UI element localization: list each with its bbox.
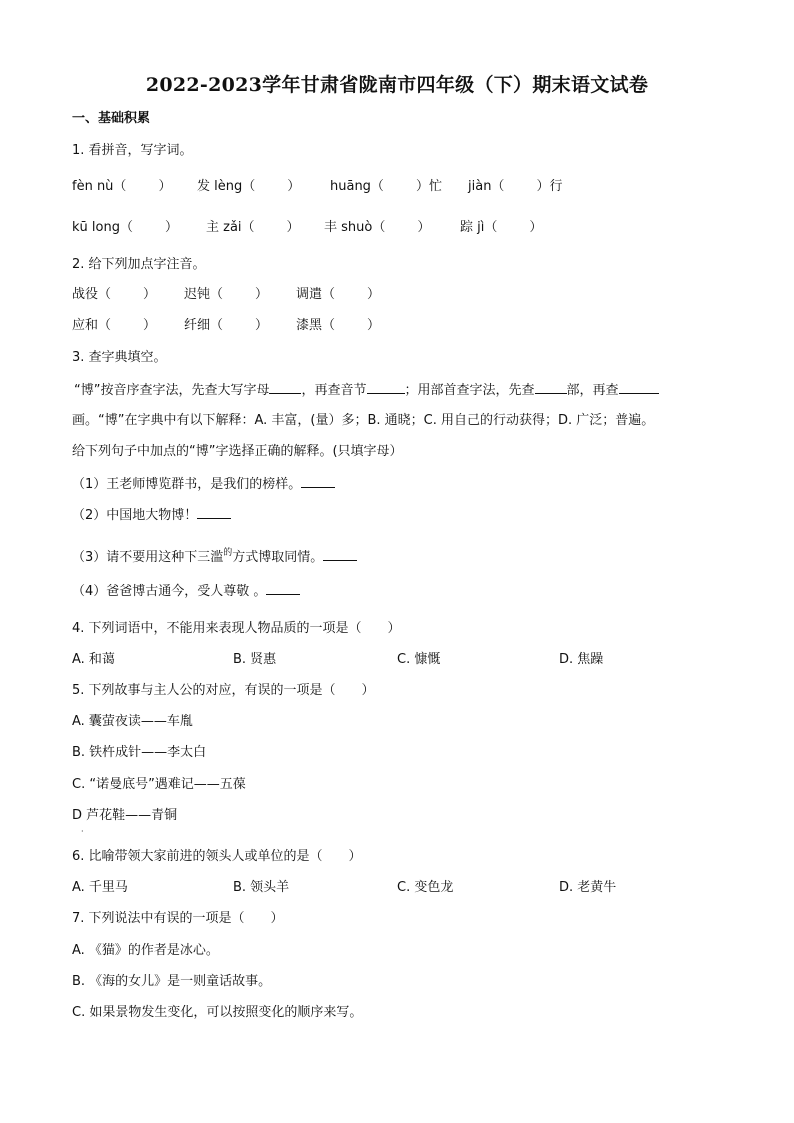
- option-d[interactable]: D 芦花鞋——青铜: [72, 808, 178, 823]
- pinyin-item: huāng（ ）忙: [330, 179, 442, 194]
- phonetic-item: 战役（ ）: [72, 287, 157, 302]
- option-d[interactable]: D. 老黄牛: [559, 880, 617, 895]
- question-6-stem: 6. 比喻带领大家前进的领头人或单位的是（ ）: [72, 849, 362, 864]
- answer-blank[interactable]: [266, 582, 300, 595]
- option-a[interactable]: A. 和蔼: [72, 652, 115, 667]
- pinyin-item: jiàn（ ）行: [468, 179, 563, 194]
- option-b[interactable]: B. 《海的女儿》是一则童话故事。: [72, 974, 272, 989]
- answer-blank[interactable]: [535, 381, 567, 394]
- question-4-stem: 4. 下列词语中，不能用来表现人物品质的一项是（ ）: [72, 621, 401, 636]
- option-a[interactable]: A. 囊萤夜读——车胤: [72, 714, 193, 729]
- option-b[interactable]: B. 领头羊: [233, 880, 290, 895]
- option-c[interactable]: C. 如果景物发生变化，可以按照变化的顺序来写。: [72, 1005, 363, 1020]
- option-c[interactable]: C. 变色龙: [397, 880, 454, 895]
- page-title: 2022-2023学年甘肃省陇南市四年级（下）期末语文试卷: [145, 74, 649, 96]
- sentence-item: （3）请不要用这种下三滥$^的$方式博取同情。: [72, 544, 357, 567]
- phonetic-item: 应和（ ）: [72, 318, 157, 333]
- sentence-item: （4）爸爸博古通今，受人尊敬 。: [72, 582, 300, 601]
- option-b[interactable]: B. 贤惠: [233, 652, 277, 667]
- sentence-item: （2）中国地大物博！: [72, 506, 231, 525]
- option-a[interactable]: A. 千里马: [72, 880, 128, 895]
- question-3-stem: 3. 查字典填空。: [72, 350, 167, 365]
- answer-blank[interactable]: [197, 506, 231, 519]
- sentence-item: （1）王老师博览群书，是我们的榜样。: [72, 475, 335, 494]
- phonetic-item: 调遣（ ）: [296, 287, 381, 302]
- pinyin-item: 踪 jì（ ）: [460, 220, 543, 235]
- question-7-stem: 7. 下列说法中有误的一项是（ ）: [72, 911, 284, 926]
- stray-dot: ·: [81, 827, 84, 836]
- option-d[interactable]: D. 焦躁: [559, 652, 604, 667]
- option-b[interactable]: B. 铁杵成针——李太白: [72, 745, 207, 760]
- answer-blank[interactable]: [301, 475, 335, 488]
- phonetic-item: 迟钝（ ）: [184, 287, 269, 302]
- answer-blank[interactable]: [619, 381, 659, 394]
- answer-blank[interactable]: [367, 381, 405, 394]
- phonetic-item: 漆黑（ ）: [296, 318, 381, 333]
- section-heading: 一、基础积累: [72, 111, 151, 126]
- phonetic-item: 纤细（ ）: [184, 318, 269, 333]
- pinyin-item: 主 zǎi（ ）: [206, 220, 300, 235]
- pinyin-item: kū long（ ）: [72, 220, 178, 235]
- question-3-paragraph: 画。“博”在字典中有以下解释：A. 丰富，(量）多；B. 通晓；C. 用自己的行动获得；D. 广泛；普遍。: [72, 413, 655, 428]
- question-3-paragraph: “博”按音序查字法，先查大写字母 ，再查音节 ；用部首查字法，先查 部，再查: [74, 381, 659, 400]
- question-3-instruction: 给下列句子中加点的“博”字选择正确的解释。(只填字母）: [72, 444, 403, 459]
- pinyin-item: 发 lèng（ ）: [197, 179, 301, 194]
- answer-blank[interactable]: [323, 548, 357, 561]
- question-1-stem: 1. 看拼音，写字词。: [72, 143, 193, 158]
- answer-blank[interactable]: [269, 381, 301, 394]
- option-c[interactable]: C. 慷慨: [397, 652, 441, 667]
- question-5-stem: 5. 下列故事与主人公的对应，有误的一项是（ ）: [72, 683, 375, 698]
- option-c[interactable]: C. “诺曼底号”遇难记——五葆: [72, 777, 246, 792]
- pinyin-item: 丰 shuò（ ）: [324, 220, 431, 235]
- pinyin-item: fèn nù（ ）: [72, 179, 172, 194]
- option-a[interactable]: A. 《猫》的作者是冰心。: [72, 943, 219, 958]
- question-2-stem: 2. 给下列加点字注音。: [72, 257, 206, 272]
